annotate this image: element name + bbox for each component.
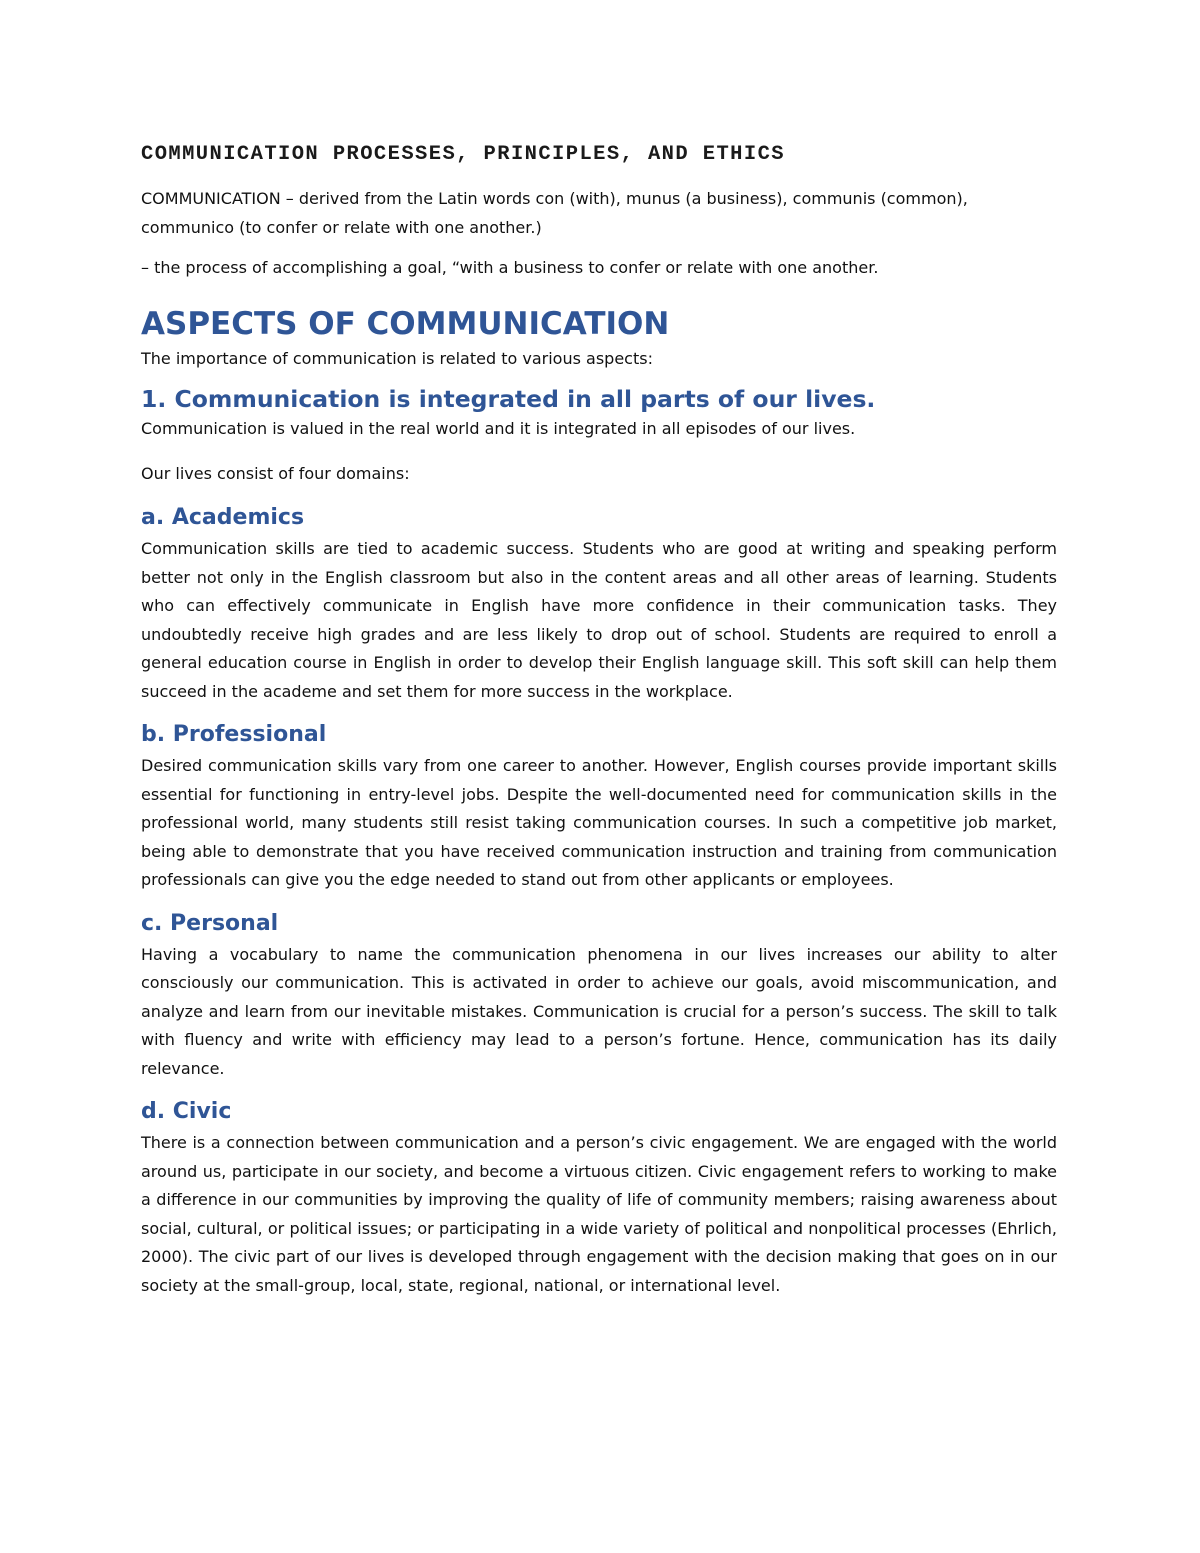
section-text: There is a connection between communication and a person’s civic engagement. We are engaged with the world around us, participate in our society, and become a virtuous citizen. Civic engagement refers to working to make a difference in our communities by improving the quality of life of community members; raising awareness about social, cultural, or political issues; or participating in a wide variety of political and nonpolitical processes (Ehrlich, 2000). The civic part of our lives is developed through engagement with the decision making that goes on in our society at the small-group, local, state, regional, national, or international level. (141, 1133, 1057, 1295)
definition-paragraph: COMMUNICATION – derived from the Latin words con (with), munus (a business), communis (common), communico (to confer or relate with one another.) (141, 189, 968, 237)
point-1-text: Communication is valued in the real world and it is integrated in all episodes of our lives. (141, 419, 856, 438)
domains-intro: Our lives consist of four domains: (141, 463, 410, 483)
section-civic (141, 1097, 1057, 1300)
section-heading: a. Academics (141, 505, 305, 530)
section-text: Having a vocabulary to name the communication phenomena in our lives increases our ability to alter consciously our communication. This is activated in order to achieve our goals, avoid miscommunication, and analyze and learn from our inevitable mistakes. Communication is crucial for a person’s success. The skill to talk with fluency and write with efficiency may lead to a person’s fortune. Hence, communication has its daily relevance. (141, 944, 1057, 1078)
process-definition-paragraph: – the process of accomplishing a goal, “with a business to confer or relate with one another. (141, 258, 879, 277)
aspects-intro: The importance of communication is related to various aspects: (141, 348, 653, 368)
section-text: Desired communication skills vary from one career to another. However, English courses provide important skills essential for functioning in entry-level jobs. Despite the well-documented need for communication skills in the professional world, many students still resist taking communication courses. In such a competitive job market, being able to demonstrate that you have received communication instruction and training from communication professionals can give you the edge needed to stand out from other applicants or employees. (141, 756, 1057, 889)
section-professional (141, 720, 1057, 895)
document-title: COMMUNICATION PROCESSES, PRINCIPLES, AND ETHICS (141, 143, 785, 166)
section-academics (141, 503, 1057, 706)
section-heading: d. Civic (141, 1099, 232, 1124)
section-text: Communication skills are tied to academic success. Students who are good at writing and speaking perform better not only in the English classroom but also in the content areas and all other areas of learning. Students who can effectively communicate in English have more confidence in their communication tasks. They undoubtedly receive high grades and are less likely to drop out of school. Students are required to enroll a general education course in English in order to develop their English language skill. This soft skill can help them succeed in the academe and set them for more success in the workplace. (141, 539, 1057, 701)
section-heading: b. Professional (141, 722, 327, 747)
aspects-heading: ASPECTS OF COMMUNICATION (141, 305, 670, 342)
section-personal (141, 909, 1057, 1084)
document-page (141, 138, 1057, 1300)
section-heading: c. Personal (141, 910, 279, 936)
point-1-heading: 1. Communication is integrated in all parts of our lives. (141, 385, 876, 413)
